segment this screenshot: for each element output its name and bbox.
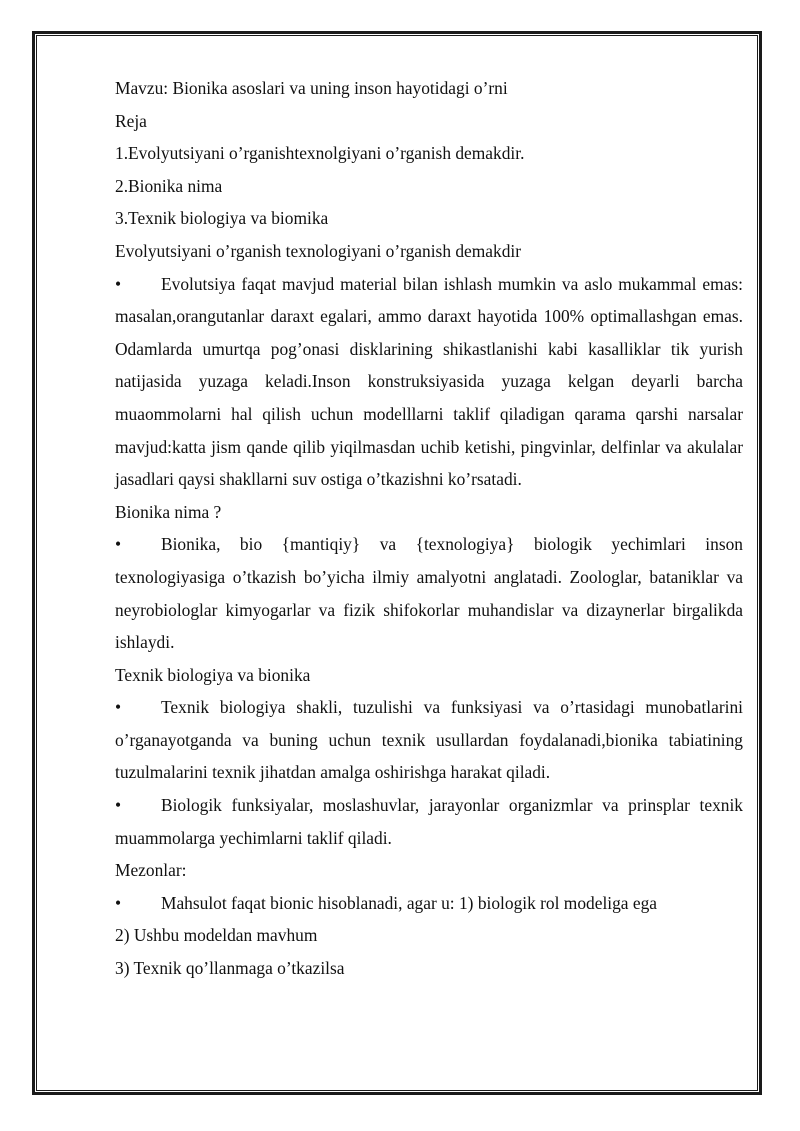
criteria-heading: Mezonlar:: [115, 860, 187, 881]
section-heading-bionics: Bionika nima ?: [115, 501, 222, 522]
bullet-icon: •: [115, 892, 122, 913]
paragraph-evolution: [115, 268, 743, 496]
plan-item: 2.Bionika nima: [115, 175, 223, 196]
criteria-item: 2) Ushbu modeldan mavhum: [115, 925, 318, 946]
criteria-item: [115, 887, 743, 920]
plan-heading: Reja: [115, 110, 147, 131]
plan-item: 1.Evolyutsiyani o’rganishtexnolgiyani o’rganish demakdir.: [115, 143, 525, 164]
paragraph-text: Evolutsiya faqat mavjud material bilan ishlash mumkin va aslo mukammal emas: masalan,orangutanlar daraxt egalari, ammo daraxt hayotida 100% optimallashgan emas. Odamlarda umurtqa pog’onasi disklarining shikastlanishi kabi kasalliklar tik yurish natijasida yuzaga keladi.Inson konstruksiyasida yuzaga kelgan deyarli barcha muaommolarni hal qilish uchun modelllarni taklif qiladigan qarama qarshi narsalar mavjud:katta jism qande qilib yiqilmasdan uchib ketishi, pingvinlar, delfinlar va akulalar jasadlari qaysi shakllarni suv ostiga o’tkazishni ko’rsatadi.: [115, 273, 743, 490]
bullet-icon: •: [115, 697, 122, 718]
paragraph-text: Biologik funksiyalar, moslashuvlar, jarayonlar organizmlar va prinsplar texnik muammolarga yechimlarni taklif qiladi.: [115, 795, 743, 848]
criteria-text: Mahsulot faqat bionic hisoblanadi, agar u: 1) biologik rol modeliga ega: [161, 892, 657, 913]
paragraph-bionics: [115, 528, 743, 658]
document-body: [115, 72, 743, 985]
section-heading-technical-biology: Texnik biologiya va bionika: [115, 664, 311, 685]
document-title: Mavzu: Bionika asoslari va uning inson hayotidagi o’rni: [115, 78, 508, 98]
paragraph-text: Bionika, bio {mantiqiy} va {texnologiya} biologik yechimlari inson texnologiyasiga o’tkazish bo’yicha ilmiy amalyotni anglatadi. Zoologlar, bataniklar va neyrobiologlar kimyogarlar va fizik shifokorlar muhandislar va dizaynerlar birgalikda ishlaydi.: [115, 534, 743, 653]
paragraph-biological-functions: [115, 789, 743, 854]
criteria-item: 3) Texnik qo’llanmaga o’tkazilsa: [115, 958, 345, 979]
bullet-icon: •: [115, 534, 122, 555]
bullet-icon: •: [115, 795, 122, 816]
paragraph-text: Texnik biologiya shakli, tuzulishi va funksiyasi va o’rtasidagi munobatlarini o’rganayotganda va buning uchun texnik usullardan foydalanadi,bionika tabiatining tuzulmalarini texnik jihatdan amalga oshirishga harakat qiladi.: [115, 697, 743, 783]
plan-item: 3.Texnik biologiya va biomika: [115, 208, 329, 229]
paragraph-technical-biology: [115, 691, 743, 789]
section-heading-evolution: Evolyutsiyani o’rganish texnologiyani o’rganish demakdir: [115, 240, 522, 261]
bullet-icon: •: [115, 273, 122, 294]
